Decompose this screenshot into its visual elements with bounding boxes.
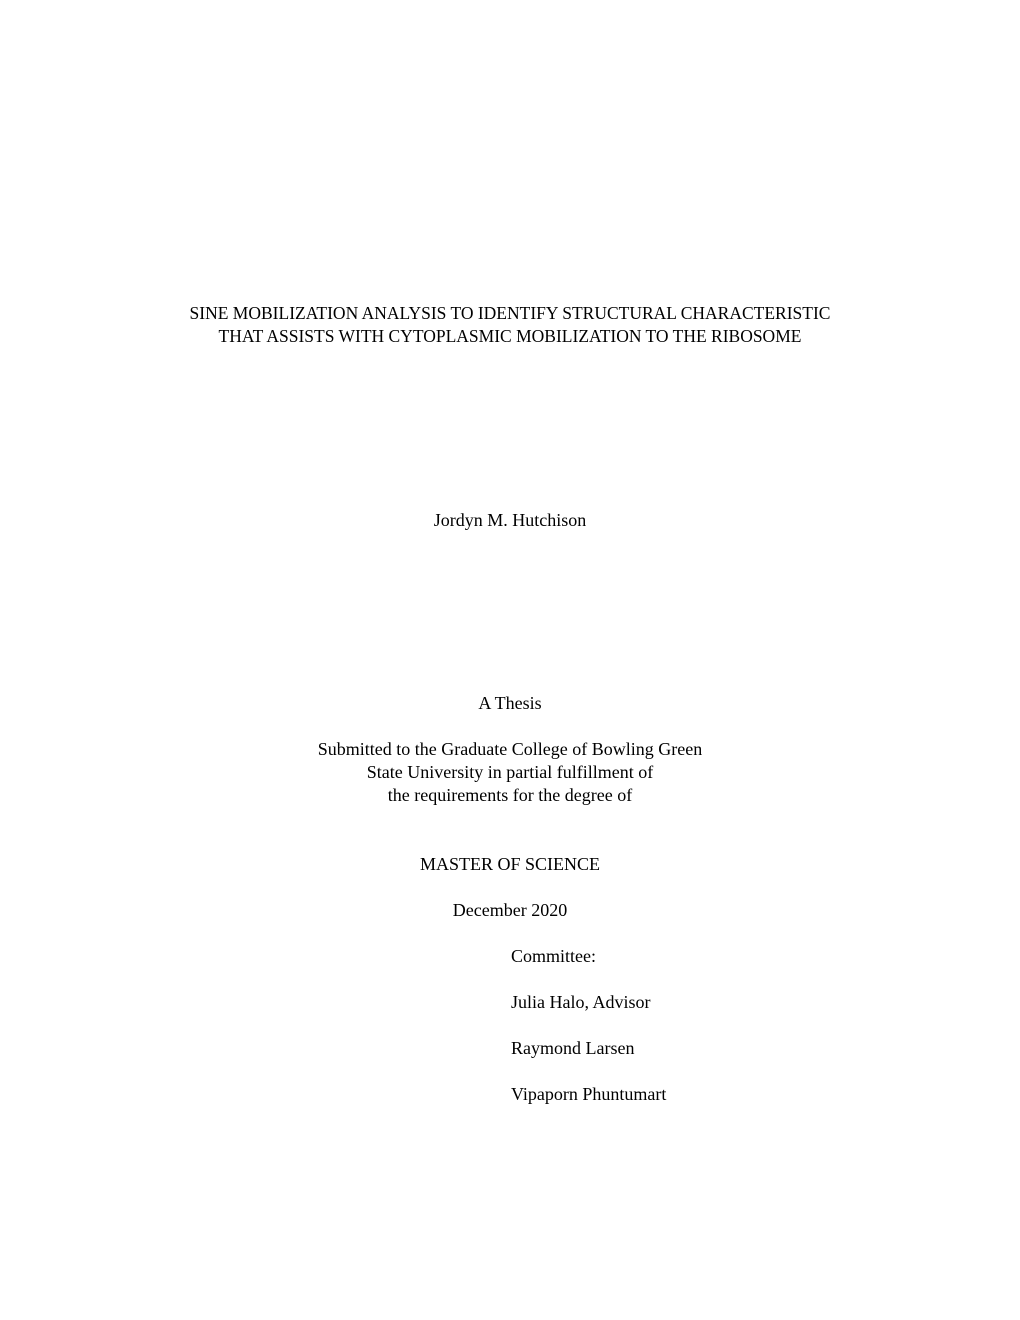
committee-heading: Committee:	[511, 946, 596, 966]
thesis-title	[0, 302, 1020, 348]
committee-member: Vipaporn Phuntumart	[511, 1084, 667, 1104]
author-name: Jordyn M. Hutchison	[433, 510, 587, 530]
document-type: A Thesis	[478, 693, 542, 713]
submission-date: December 2020	[452, 900, 568, 920]
committee-member: Julia Halo, Advisor	[511, 992, 651, 1012]
submission-line-1: Submitted to the Graduate College of Bowling Green	[317, 739, 703, 759]
committee-member: Raymond Larsen	[511, 1038, 635, 1058]
submission-line-3: the requirements for the degree of	[387, 785, 633, 805]
submission-line-2: State University in partial fulfillment of	[366, 762, 654, 782]
thesis-title-line-1: SINE MOBILIZATION ANALYSIS TO IDENTIFY STRUCTURAL CHARACTERISTIC	[189, 303, 831, 323]
degree-name: MASTER OF SCIENCE	[419, 854, 601, 874]
thesis-title-line-2: THAT ASSISTS WITH CYTOPLASMIC MOBILIZATION TO THE RIBOSOME	[218, 326, 802, 346]
